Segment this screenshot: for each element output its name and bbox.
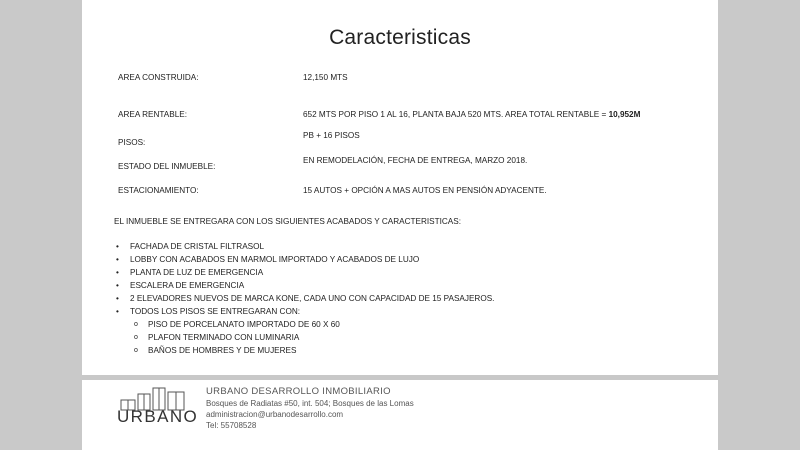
list-item: o PISO DE PORCELANATO IMPORTADO DE 60 X 60 — [132, 318, 494, 331]
list-item: • 2 ELEVADORES NUEVOS DE MARCA KONE, CADA UNO CON CAPACIDAD DE 15 PASAJEROS. — [114, 292, 494, 305]
list-item: o BAÑOS DE HOMBRES Y DE MUJERES — [132, 344, 494, 357]
spec-value-estado: EN REMODELACIÓN, FECHA DE ENTREGA, MARZO 2018. — [303, 156, 528, 165]
footer-phone: Tel: 55708528 — [206, 421, 257, 430]
features-intro: EL INMUEBLE SE ENTREGARA CON LOS SIGUIENTES ACABADOS Y CARACTERISTICAS: — [114, 217, 461, 226]
right-margin — [718, 0, 800, 450]
floor-features-list — [114, 318, 494, 357]
footer-email[interactable]: administracion@urbanodesarrollo.com — [206, 410, 344, 419]
list-item: • PLANTA DE LUZ DE EMERGENCIA — [114, 266, 494, 279]
spec-value-area-construida: 12,150 MTS — [303, 73, 348, 82]
spec-label-area-rentable: AREA RENTABLE: — [118, 110, 188, 119]
spec-label-area-construida: AREA CONSTRUIDA: — [118, 73, 199, 82]
page-title: Caracteristicas — [329, 26, 471, 49]
spec-value-area-total-bold: 10,952M — [608, 110, 641, 119]
list-item: • FACHADA DE CRISTAL FILTRASOL — [114, 240, 494, 253]
list-item: • TODOS LOS PISOS SE ENTREGARAN CON: — [114, 305, 494, 318]
features-list — [114, 240, 494, 357]
spec-label-pisos: PISOS: — [118, 138, 146, 147]
list-item: • ESCALERA DE EMERGENCIA — [114, 279, 494, 292]
footer — [82, 380, 718, 450]
document-page — [82, 0, 718, 375]
list-item: o PLAFON TERMINADO CON LUMINARIA — [132, 331, 494, 344]
footer-address: Bosques de Radiatas #50, int. 504; Bosques de las Lomas — [206, 399, 414, 408]
urbano-logo-text: URBANO — [117, 407, 199, 426]
footer-company: URBANO DESARROLLO INMOBILIARIO — [206, 386, 391, 397]
list-item: • LOBBY CON ACABADOS EN MARMOL IMPORTADO Y ACABADOS DE LUJO — [114, 253, 494, 266]
spec-label-estacionamiento: ESTACIONAMIENTO: — [118, 186, 199, 195]
spec-label-estado: ESTADO DEL INMUEBLE: — [118, 162, 216, 171]
spec-value-estacionamiento: 15 AUTOS + OPCIÓN A MAS AUTOS EN PENSIÓN ADYACENTE. — [303, 186, 547, 195]
left-margin — [0, 0, 82, 450]
spec-value-pisos: PB + 16 PISOS — [303, 131, 360, 140]
spec-value-area-rentable: 652 MTS POR PISO 1 AL 16, PLANTA BAJA 520 MTS. AREA TOTAL RENTABLE = 10,952M — [303, 110, 641, 119]
